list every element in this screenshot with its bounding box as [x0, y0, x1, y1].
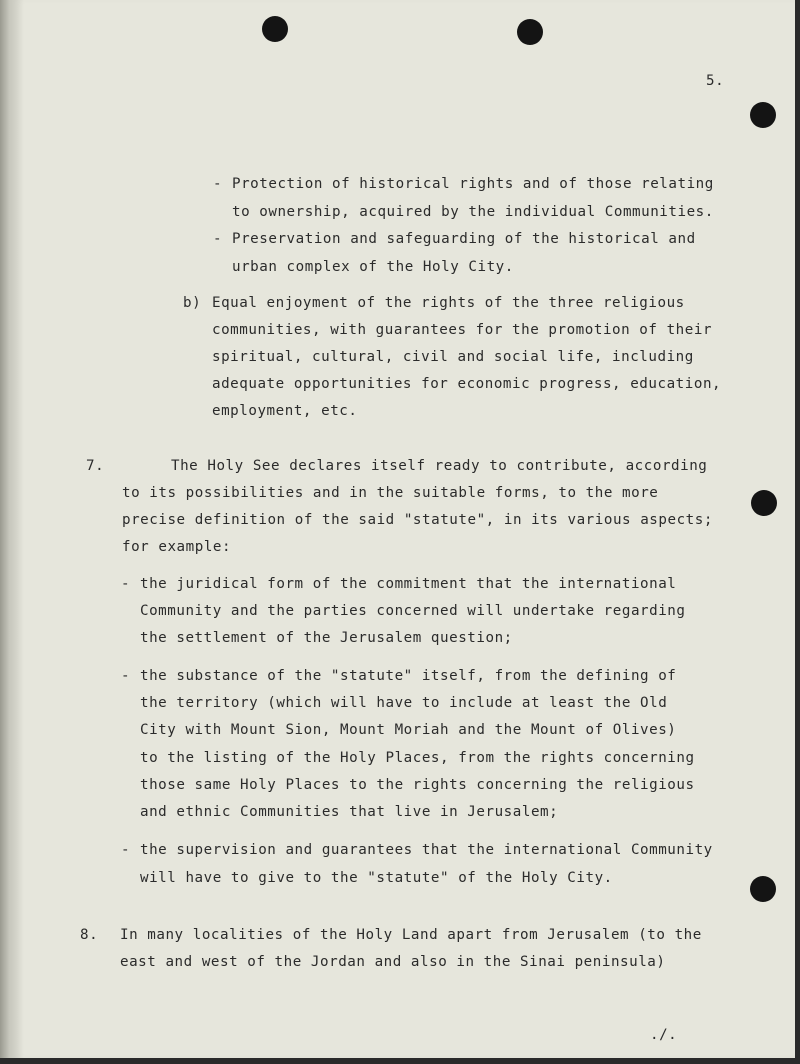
bullet-line: City with Mount Sion, Mount Moriah and the Mount of Olives) — [140, 722, 677, 738]
punch-hole — [750, 102, 776, 128]
page-number: 5. — [706, 73, 725, 89]
bullet-marker: - — [213, 231, 223, 247]
bullet-marker: - — [121, 668, 131, 684]
bullet-line: Preservation and safeguarding of the historical and — [232, 231, 696, 247]
punch-hole — [751, 490, 777, 516]
item-b-line: spiritual, cultural, civil and social life, including — [212, 349, 694, 365]
section-8-line: In many localities of the Holy Land apart from Jerusalem (to the — [120, 927, 702, 943]
item-b-line: employment, etc. — [212, 403, 358, 419]
bullet-line: Community and the parties concerned will undertake regarding — [140, 603, 686, 619]
bullet-line: the substance of the "statute" itself, from the defining of — [140, 668, 677, 684]
bullet-line: those same Holy Places to the rights concerning the religious — [140, 777, 695, 793]
section-7-intro-line: for example: — [122, 539, 232, 555]
punch-hole — [750, 876, 776, 902]
punch-hole — [262, 16, 288, 42]
bullet-line: to ownership, acquired by the individual Communities. — [232, 204, 714, 220]
bullet-line: will have to give to the "statute" of the Holy City. — [140, 870, 613, 886]
item-b-line: adequate opportunities for economic progress, education, — [212, 376, 722, 392]
bullet-line: the territory (which will have to include at least the Old — [140, 695, 668, 711]
bullet-marker: - — [121, 842, 131, 858]
bullet-line: and ethnic Communities that live in Jerusalem; — [140, 804, 559, 820]
bullet-marker: - — [213, 176, 223, 192]
page-edge-shadow — [0, 0, 24, 1058]
item-marker: b) — [183, 295, 202, 311]
item-b-line: communities, with guarantees for the promotion of their — [212, 322, 713, 338]
section-number: 8. — [80, 927, 99, 943]
bullet-line: Protection of historical rights and of those relating — [232, 176, 714, 192]
bullet-line: the supervision and guarantees that the international Community — [140, 842, 713, 858]
bullet-line: the settlement of the Jerusalem question; — [140, 630, 513, 646]
section-7-intro-line: to its possibilities and in the suitable forms, to the more — [122, 485, 659, 501]
punch-hole — [517, 19, 543, 45]
bullet-line: the juridical form of the commitment that the international — [140, 576, 677, 592]
bullet-line: urban complex of the Holy City. — [232, 259, 514, 275]
bullet-marker: - — [121, 576, 131, 592]
item-b-line: Equal enjoyment of the rights of the three religious — [212, 295, 685, 311]
section-8-line: east and west of the Jordan and also in the Sinai peninsula) — [120, 954, 666, 970]
section-number: 7. — [86, 458, 105, 474]
section-7-intro-line: precise definition of the said "statute", in its various aspects; — [122, 512, 713, 528]
continuation-mark: ./. — [650, 1027, 678, 1043]
bullet-line: to the listing of the Holy Places, from the rights concerning — [140, 750, 695, 766]
section-7-intro-line: The Holy See declares itself ready to contribute, according — [171, 458, 708, 474]
